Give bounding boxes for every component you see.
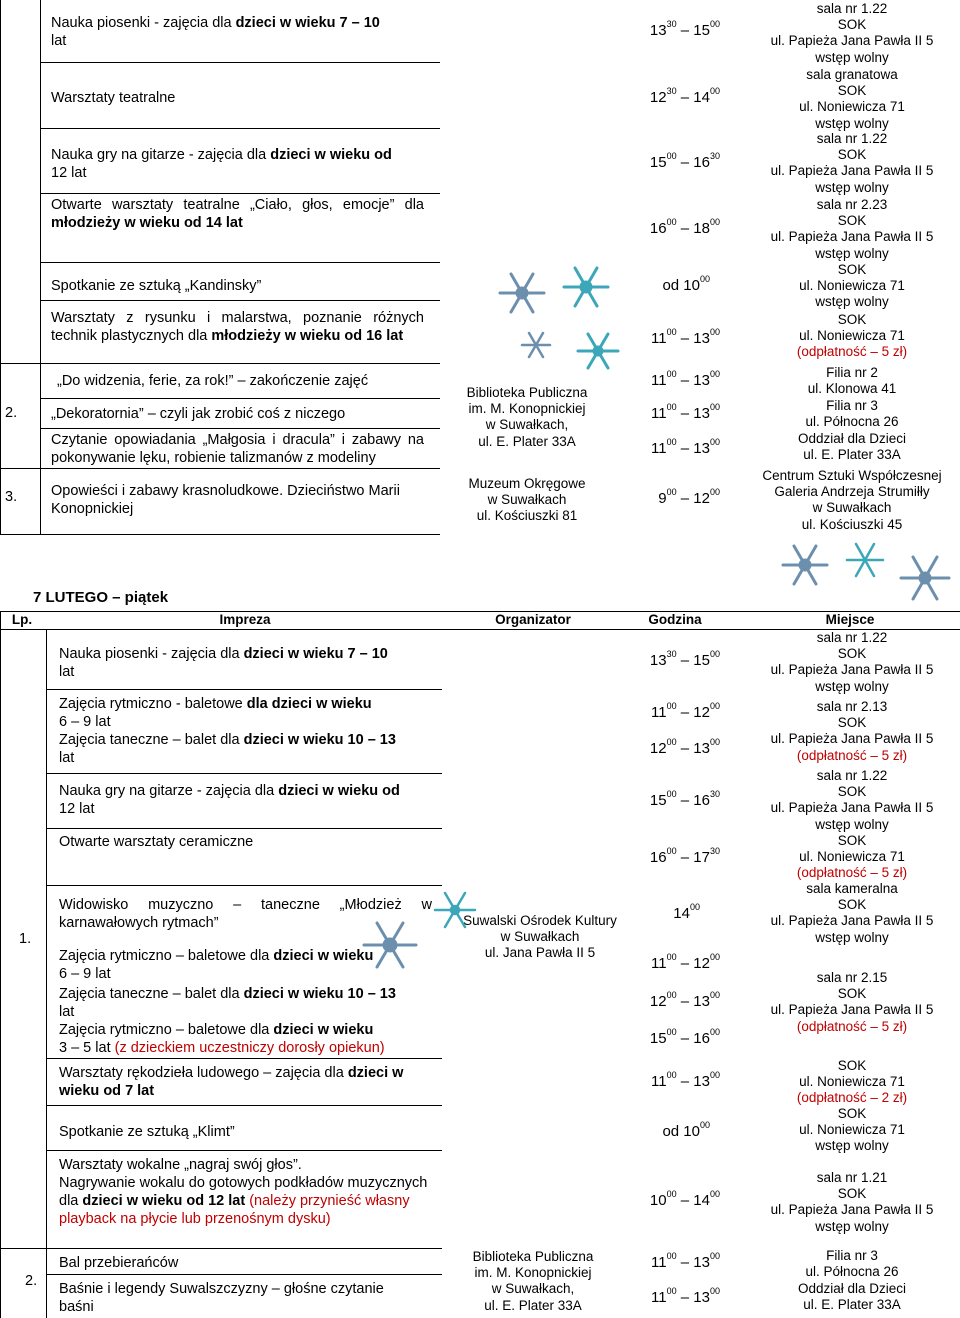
- table-border: [0, 0, 1, 535]
- event-place: sala nr 2.15 SOK ul. Papieża Jana Pawła II 5 (odpłatność – 5 zł): [770, 970, 934, 1034]
- event-title: Czytanie opowiadania „Małgosia i dracula” i zabawy na pokonywanie lęku, robienie talizmanów z modeliny: [51, 432, 424, 466]
- event-time: $16^{00} - 18^{00}$: [649, 217, 720, 237]
- event-title: Zajęcia taneczne – balet dla dzieci w wieku 10 – 13 lat: [59, 986, 396, 1020]
- event-place: sala nr 1.22 SOK ul. Papieża Jana Pawła II 5 wstęp wolny: [770, 768, 934, 832]
- table-border: [0, 468, 40, 469]
- event-place: sala nr 2.23 SOK ul. Papieża Jana Pawła II 5 wstęp wolny: [770, 197, 934, 261]
- event-place: Filia nr 3 ul. Północna 26: [805, 398, 899, 430]
- event-title: Opowieści i zabawy krasnoludkowe. Dzieciństwo Marii Konopnickiej: [51, 483, 400, 517]
- event-time: $15^{00} - 16^{30}$: [649, 789, 720, 809]
- event-place: Oddział dla Dzieci ul. E. Plater 33A: [797, 1281, 907, 1313]
- row-divider: [40, 363, 440, 364]
- event-time: $11^{00} - 13^{00}$: [651, 1070, 720, 1090]
- event-time: $11^{00} - 12^{00}$: [651, 952, 720, 972]
- row-divider: [40, 128, 440, 129]
- event-place: Filia nr 2 ul. Klonowa 41: [807, 365, 897, 397]
- event-time: $12^{00} - 13^{00}$: [649, 990, 720, 1010]
- event-title: Nauka piosenki - zajęcia dla dzieci w wieku 7 – 10 lat: [51, 15, 380, 49]
- event-place: SOK ul. Noniewicza 71 (odpłatność – 5 zł): [796, 312, 908, 360]
- table-border: [0, 611, 1, 1318]
- event-place: sala kameralna SOK ul. Papieża Jana Pawła II 5 wstęp wolny: [770, 881, 934, 945]
- table-border: [0, 534, 40, 535]
- row-divider: [46, 1248, 442, 1249]
- event-place: Filia nr 3 ul. Północna 26: [805, 1248, 899, 1280]
- event-title: Warsztaty wokalne „nagraj swój głos”. Nagrywanie wokalu do gotowych podkładów muzycznych dla dzieci w wieku od 12 lat (należy przynieść własny playback na płycie lub przenośnym dysku): [59, 1157, 428, 1227]
- snowflakes-decoration-icon: [760, 530, 960, 625]
- row-divider: [40, 468, 440, 469]
- event-time: $12^{00} - 13^{00}$: [649, 737, 720, 757]
- section-number: 3.: [5, 489, 18, 505]
- event-title: „Dekoratornia” – czyli jak zrobić coś z niczego: [51, 406, 346, 422]
- event-place: Oddział dla Dzieci ul. E. Plater 33A: [797, 431, 907, 463]
- event-time: $9^{00} - 12^{00}$: [658, 487, 720, 507]
- event-title: Spotkanie ze sztuką „Klimt”: [59, 1124, 235, 1140]
- event-title: Spotkanie ze sztuką „Kandinsky”: [51, 278, 262, 294]
- event-time: od $10^{00}$: [662, 1120, 710, 1140]
- event-title: Zajęcia taneczne – balet dla dzieci w wieku 10 – 13 lat: [59, 732, 396, 766]
- event-place: sala nr 1.21 SOK ul. Papieża Jana Pawła II 5 wstęp wolny: [770, 1170, 934, 1234]
- event-place: sala nr 1.22 SOK ul. Papieża Jana Pawła II 5 wstęp wolny: [770, 630, 934, 694]
- event-title: Nauka piosenki - zajęcia dla dzieci w wieku 7 – 10 lat: [59, 646, 388, 680]
- event-time: $11^{00} - 13^{00}$: [651, 1251, 720, 1271]
- row-divider: [46, 1105, 442, 1106]
- event-place: sala nr 1.22 SOK ul. Papieża Jana Pawła II 5 wstęp wolny: [770, 131, 934, 195]
- section-number: 2.: [5, 405, 18, 421]
- event-title: Warsztaty z rysunku i malarstwa, poznanie różnych technik plastycznych dla młodzieży w wieku od 16 lat: [51, 310, 424, 344]
- row-divider: [40, 193, 440, 194]
- event-place: sala granatowa SOK ul. Noniewicza 71 wstęp wolny: [799, 67, 905, 131]
- table-border: [0, 363, 40, 364]
- section-number: 1.: [19, 931, 32, 947]
- header-lp: Lp.: [11, 612, 33, 627]
- event-title: Nauka gry na gitarze - zajęcia dla dzieci w wieku od 12 lat: [51, 147, 392, 181]
- day-heading: 7 LUTEGO – piątek: [33, 589, 169, 606]
- organizer: Biblioteka Publiczna im. M. Konopnickiej w Suwałkach, ul. E. Plater 33A: [466, 385, 588, 449]
- event-place: sala nr 2.13 SOK ul. Papieża Jana Pawła II 5 (odpłatność – 5 zł): [770, 699, 934, 763]
- event-title: Nauka gry na gitarze - zajęcia dla dzieci w wieku od 12 lat: [59, 783, 400, 817]
- event-time: od $10^{00}$: [662, 274, 710, 294]
- snowflakes-decoration-icon: [486, 255, 628, 385]
- row-divider: [46, 773, 442, 774]
- event-place: SOK ul. Noniewicza 71 wstęp wolny: [799, 262, 905, 310]
- row-divider: [40, 398, 440, 399]
- header-impreza: Impreza: [219, 612, 271, 627]
- event-title: Baśnie i legendy Suwalszczyzny – głośne czytanie baśni: [59, 1281, 384, 1315]
- section-number: 2.: [25, 1273, 38, 1289]
- snowflakes-decoration-icon: [350, 880, 490, 990]
- event-title: „Do widzenia, ferie, za rok!” – zakończenie zajęć: [57, 373, 369, 389]
- event-time: $11^{00} - 13^{00}$: [651, 327, 720, 347]
- row-divider: [40, 262, 440, 263]
- header-organizator: Organizator: [495, 612, 571, 627]
- organizer: Suwalski Ośrodek Kultury w Suwałkach ul. Jana Pawła II 5: [463, 913, 617, 961]
- table-border: [40, 0, 41, 535]
- row-divider: [40, 428, 440, 429]
- row-divider: [46, 689, 442, 690]
- event-title: Bal przebierańców: [59, 1255, 179, 1271]
- organizer: Biblioteka Publiczna im. M. Konopnickiej w Suwałkach, ul. E. Plater 33A: [472, 1249, 594, 1313]
- event-time: $14^{00}$: [673, 902, 700, 922]
- event-time: $11^{00} - 13^{00}$: [651, 369, 720, 389]
- event-title: Widowisko muzyczno – taneczne „Młodzież w karnawałowych rytmach”: [59, 897, 432, 931]
- event-title: Warsztaty rękodzieła ludowego – zajęcia dla dzieci w wieku od 7 lat: [59, 1065, 404, 1099]
- table-border: [40, 534, 440, 535]
- table-border: [46, 629, 47, 1318]
- event-time: $13^{30} - 15^{00}$: [649, 649, 720, 669]
- event-place: SOK ul. Noniewicza 71 (odpłatność – 5 zł): [796, 833, 908, 881]
- event-time: $11^{00} - 12^{00}$: [651, 701, 720, 721]
- row-divider: [40, 62, 440, 63]
- event-time: $11^{00} - 13^{00}$: [651, 1286, 720, 1306]
- event-title: Otwarte warsztaty teatralne „Ciało, głos, emocje” dla młodzieży w wieku od 14 lat: [51, 197, 424, 231]
- event-time: $12^{30} - 14^{00}$: [649, 86, 720, 106]
- row-divider: [46, 1058, 442, 1059]
- event-time: $16^{00} - 17^{30}$: [649, 846, 720, 866]
- event-place: Centrum Sztuki Współczesnej Galeria Andrzeja Strumiłły w Suwałkach ul. Kościuszki 45: [762, 468, 942, 532]
- row-divider: [46, 1274, 442, 1275]
- event-time: $11^{00} - 13^{00}$: [651, 437, 720, 457]
- event-title: Zajęcia rytmiczno – baletowe dla dzieci w wieku 6 – 9 lat: [59, 948, 374, 982]
- event-title: Zajęcia rytmiczno – baletowe dla dzieci w wieku 3 – 5 lat (z dzieckiem uczestniczy dorosły opiekun): [59, 1022, 385, 1056]
- event-time: $11^{00} - 13^{00}$: [651, 402, 720, 422]
- event-title: Warsztaty teatralne: [51, 90, 176, 106]
- event-time: $15^{00} - 16^{00}$: [649, 1027, 720, 1047]
- row-divider: [46, 828, 442, 829]
- row-divider: [46, 1150, 442, 1151]
- table-border: [0, 1248, 46, 1249]
- header-godzina: Godzina: [648, 612, 702, 627]
- row-divider: [40, 300, 440, 301]
- event-title: Zajęcia rytmiczno - baletowe dla dzieci w wieku 6 – 9 lat: [59, 696, 372, 730]
- event-place: sala nr 1.22 SOK ul. Papieża Jana Pawła II 5 wstęp wolny: [770, 1, 934, 65]
- event-title: Otwarte warsztaty ceramiczne: [59, 834, 254, 850]
- event-time: $10^{00} - 14^{00}$: [649, 1189, 720, 1209]
- event-place: SOK ul. Noniewicza 71 (odpłatność – 2 zł): [796, 1058, 908, 1106]
- event-time: $15^{00} - 16^{30}$: [649, 151, 720, 171]
- event-place: SOK ul. Noniewicza 71 wstęp wolny: [799, 1106, 905, 1154]
- event-time: $13^{30} - 15^{00}$: [649, 19, 720, 39]
- organizer: Muzeum Okręgowe w Suwałkach ul. Kościuszki 81: [468, 476, 586, 524]
- header-miejsce: Miejsce: [825, 612, 875, 627]
